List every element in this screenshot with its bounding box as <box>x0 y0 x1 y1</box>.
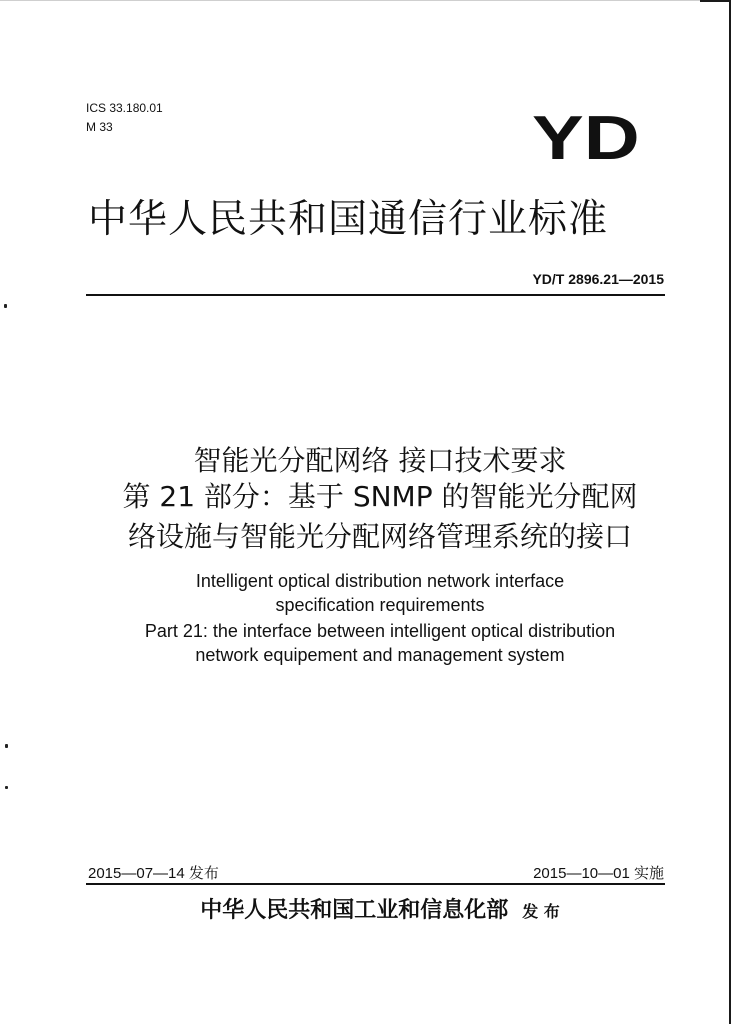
issuing-authority <box>140 893 620 924</box>
title-cn-line-2: 第 21 部分：基于 SNMP 的智能光分配网 <box>122 480 638 513</box>
implementation-date: 2015—10—01 实施 <box>533 865 664 882</box>
title-en-line-2: specification requirements <box>275 595 485 615</box>
scan-edge-corner <box>700 0 731 2</box>
yd-logo: YD <box>532 104 640 173</box>
title-cn-line-1: 智能光分配网络 接口技术要求 <box>193 444 567 477</box>
standard-category-title: 中华人民共和国通信行业标准 <box>88 197 609 242</box>
ics-code: ICS 33.180.01 <box>86 101 163 115</box>
scan-speck <box>5 786 8 789</box>
scan-speck <box>5 744 8 748</box>
standard-number: YD/T 2896.21—2015 <box>532 271 664 287</box>
title-en-line-1: Intelligent optical distribution network interface <box>195 571 565 591</box>
title-cn-line-3: 络设施与智能光分配网络管理系统的接口 <box>127 520 632 553</box>
title-en-line-4: network equipement and management system <box>195 645 565 665</box>
issuer-name: 中华人民共和国工业和信息化部 <box>200 897 509 923</box>
scan-speck <box>4 304 7 308</box>
header-rule <box>86 294 665 296</box>
issue-date: 2015—07—14 发布 <box>88 865 219 882</box>
ccs-code: M 33 <box>86 120 113 134</box>
issuer-suffix: 发 布 <box>522 902 560 921</box>
footer-rule <box>86 883 665 885</box>
scan-edge-top <box>0 0 700 1</box>
title-en-line-3: Part 21: the interface between intelligent optical distribution <box>144 621 616 641</box>
